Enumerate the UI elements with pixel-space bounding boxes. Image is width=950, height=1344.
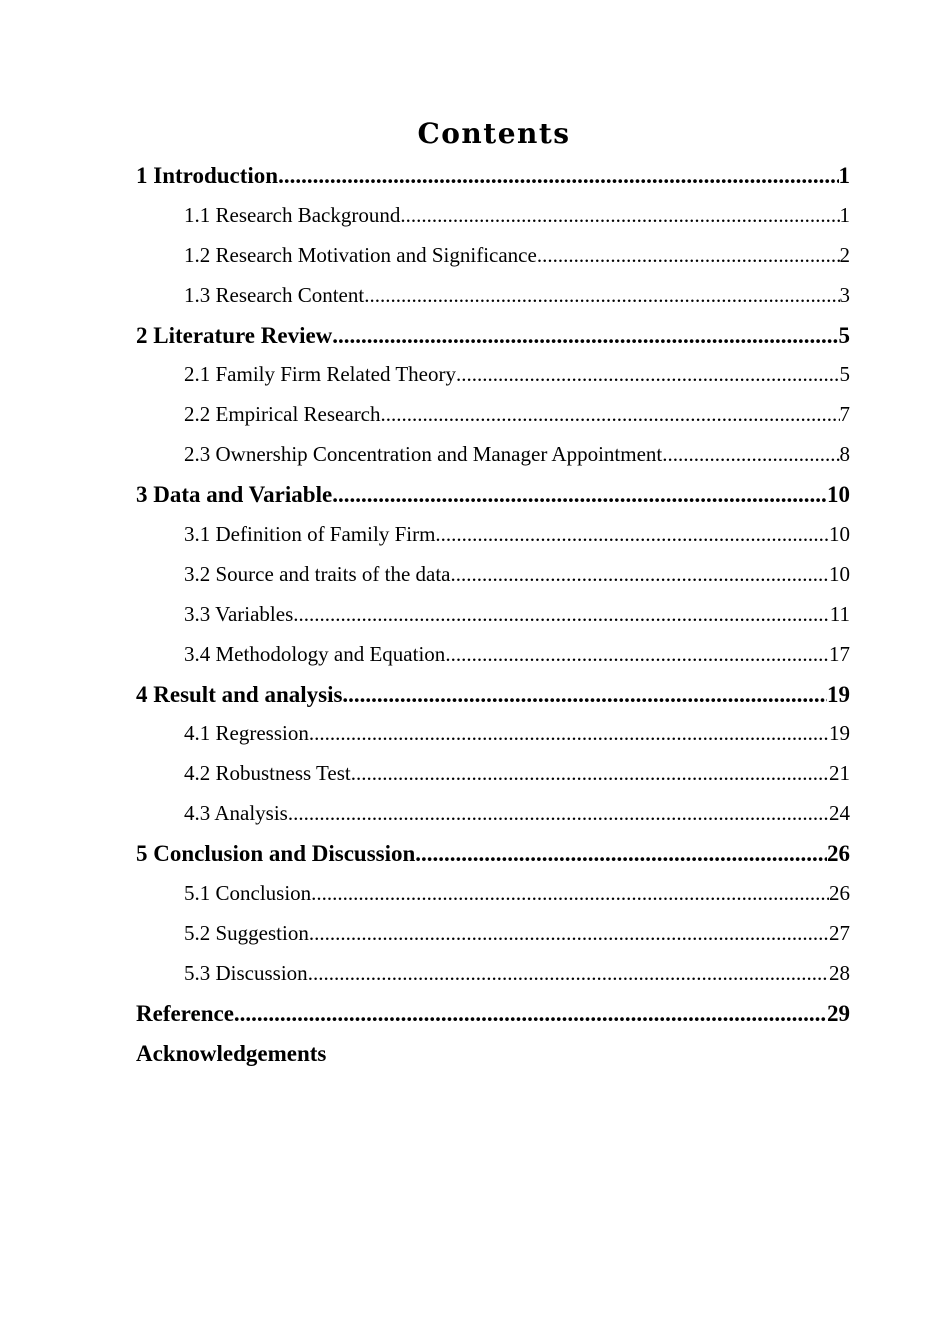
toc-entry-page: 19 xyxy=(829,721,850,746)
toc-entry-label: 2.1 Family Firm Related Theory xyxy=(184,362,456,387)
toc-entry-section-4-1[interactable] xyxy=(136,714,850,754)
toc-entry-label: 5.3 Discussion xyxy=(184,960,308,985)
toc-entry-page: 26 xyxy=(827,841,850,867)
toc-entry-page: 19 xyxy=(827,681,850,707)
toc-entry-chapter-5[interactable] xyxy=(136,834,850,874)
toc-entry-page: 3 xyxy=(839,282,850,307)
toc-entry-section-5-2[interactable] xyxy=(136,914,850,954)
dot-leader xyxy=(342,675,827,715)
toc-entry-reference[interactable] xyxy=(136,994,850,1034)
dot-leader xyxy=(288,794,829,834)
dot-leader xyxy=(234,994,827,1034)
toc-entry-label: 4.2 Robustness Test xyxy=(184,761,351,786)
toc-entry-label: 1.2 Research Motivation and Significance xyxy=(184,242,537,267)
dot-leader xyxy=(662,435,839,475)
toc-entry-label: 3.3 Variables xyxy=(184,601,294,626)
toc-entry-label: 5.1 Conclusion xyxy=(184,881,312,906)
dot-leader xyxy=(332,475,827,515)
toc-entry-label: 1.1 Research Background xyxy=(184,202,401,227)
toc-entry-label: 3.4 Methodology and Equation xyxy=(184,641,446,666)
toc-entry-page: 27 xyxy=(829,920,850,945)
toc-entry-page: 2 xyxy=(839,242,850,267)
page-title: Contents xyxy=(417,117,571,150)
toc-entry-label: 5.2 Suggestion xyxy=(184,920,309,945)
toc-entry-label: Acknowledgements xyxy=(136,1040,327,1066)
toc-entry-label: 2 Literature Review xyxy=(136,322,333,348)
toc-entry-section-1-1[interactable] xyxy=(136,196,850,236)
toc-entry-page: 5 xyxy=(838,322,850,348)
toc-entry-chapter-3[interactable] xyxy=(136,475,850,515)
toc-entry-label: 4 Result and analysis xyxy=(136,681,343,707)
dot-leader xyxy=(309,714,829,754)
toc-entry-page: 26 xyxy=(829,881,850,906)
toc-entry-page: 29 xyxy=(827,1000,850,1026)
toc-entry-section-1-2[interactable] xyxy=(136,236,850,276)
dot-leader xyxy=(293,595,830,635)
toc-entry-section-2-1[interactable] xyxy=(136,355,850,395)
dot-leader xyxy=(400,196,839,236)
toc-entry-page: 7 xyxy=(839,402,850,427)
toc-entry-page: 8 xyxy=(839,442,850,467)
toc-entry-page: 17 xyxy=(829,641,850,666)
toc-entry-section-3-1[interactable] xyxy=(136,515,850,555)
dot-leader xyxy=(278,156,838,196)
toc-entry-section-1-3[interactable] xyxy=(136,276,850,316)
toc-entry-page: 28 xyxy=(829,960,850,985)
toc-entry-section-5-3[interactable] xyxy=(136,954,850,994)
toc-entry-section-3-2[interactable] xyxy=(136,555,850,595)
toc-entry-page: 1 xyxy=(838,163,850,188)
dot-leader xyxy=(435,515,829,555)
dot-leader xyxy=(309,914,829,954)
toc-entry-section-2-3[interactable] xyxy=(136,435,850,475)
toc-entry-chapter-4[interactable] xyxy=(136,675,850,715)
dot-leader xyxy=(332,316,838,356)
toc-entry-section-3-3[interactable] xyxy=(136,595,850,635)
dot-leader xyxy=(364,276,839,316)
dot-leader xyxy=(456,355,840,395)
toc-entry-page: 1 xyxy=(839,202,850,227)
toc-entry-label: 2.2 Empirical Research xyxy=(184,402,381,427)
toc-entry-section-3-4[interactable] xyxy=(136,635,850,675)
toc-entry-label: 4.1 Regression xyxy=(184,721,309,746)
toc-entry-label: Reference xyxy=(136,1000,234,1026)
toc-entry-chapter-1[interactable] xyxy=(136,156,850,196)
toc-entry-section-5-1[interactable] xyxy=(136,874,850,914)
toc-entry-page: 10 xyxy=(829,522,850,547)
dot-leader xyxy=(308,954,829,994)
toc-entry-page: 10 xyxy=(827,482,850,508)
toc-entry-label: 2.3 Ownership Concentration and Manager Appointment xyxy=(184,442,663,467)
toc-entry-label: 3.1 Definition of Family Firm xyxy=(184,522,436,547)
dot-leader xyxy=(451,555,830,595)
toc-entry-label: 3 Data and Variable xyxy=(136,482,333,508)
dot-leader xyxy=(415,834,827,874)
dot-leader xyxy=(537,236,840,276)
toc-entry-label: 3.2 Source and traits of the data xyxy=(184,561,451,586)
toc-entry-page: 21 xyxy=(829,761,850,786)
dot-leader xyxy=(351,754,829,794)
dot-leader xyxy=(381,395,840,435)
toc-entry-label: 1 Introduction xyxy=(136,163,279,188)
toc-entry-acknowledgements[interactable] xyxy=(136,1034,850,1074)
toc-entry-page: 11 xyxy=(829,601,850,626)
toc-entry-section-2-2[interactable] xyxy=(136,395,850,435)
toc-entry-label: 4.3 Analysis xyxy=(184,801,288,826)
toc-entry-section-4-3[interactable] xyxy=(136,794,850,834)
toc-entry-page: 5 xyxy=(839,362,850,387)
toc-entry-label: 5 Conclusion and Discussion xyxy=(136,841,416,867)
table-of-contents xyxy=(136,156,850,1073)
toc-entry-section-4-2[interactable] xyxy=(136,754,850,794)
toc-entry-page: 10 xyxy=(829,561,850,586)
toc-entry-page: 24 xyxy=(829,801,850,826)
toc-entry-label: 1.3 Research Content xyxy=(184,282,365,307)
dot-leader xyxy=(311,874,829,914)
dot-leader xyxy=(445,635,829,675)
toc-entry-chapter-2[interactable] xyxy=(136,316,850,356)
